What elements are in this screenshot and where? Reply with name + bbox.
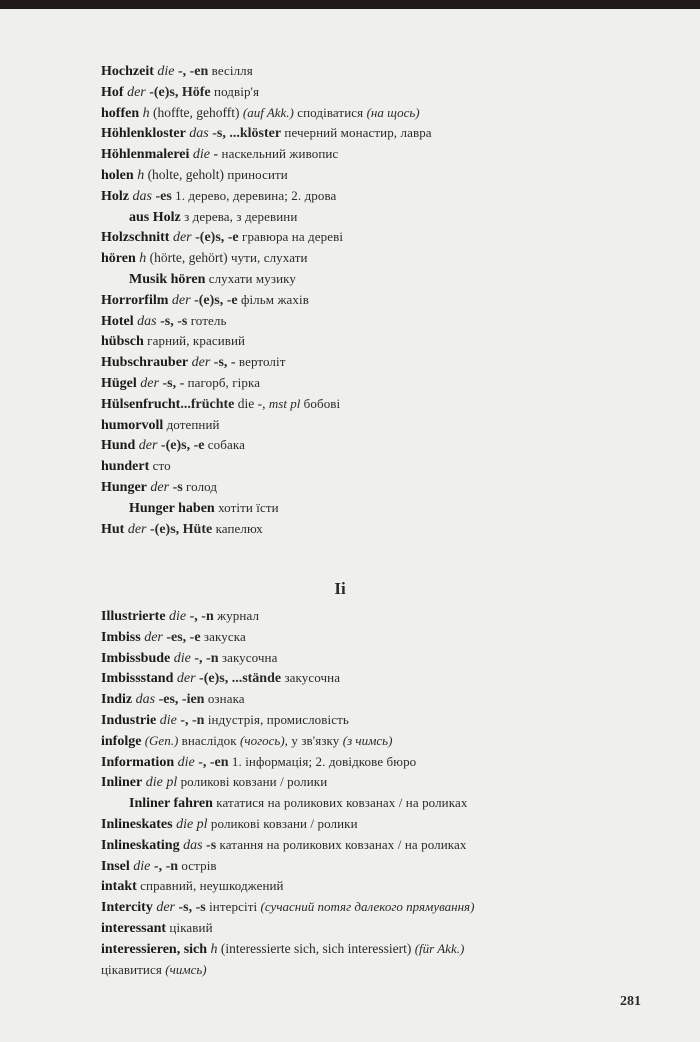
article: der — [144, 629, 163, 645]
grammar-forms: -s, -s — [156, 313, 188, 329]
headword: intakt — [101, 879, 137, 895]
translation: 1. інформація; 2. довідкове бюро — [228, 753, 417, 769]
grammar-forms: -, -n — [186, 609, 214, 624]
translation: подвір'я — [210, 83, 260, 99]
headword: aus Holz — [129, 209, 181, 225]
grammar-forms: -s, - — [210, 355, 236, 371]
dictionary-entry — [101, 352, 681, 373]
headword: Hut — [101, 521, 125, 537]
article: die pl — [145, 775, 178, 791]
dictionary-entry — [101, 519, 681, 540]
translation: з дерева, з деревини — [180, 208, 298, 224]
article: die — [169, 609, 187, 624]
grammar-forms: -(e)s, -e — [191, 230, 239, 246]
grammar-forms: -(e)s, Hüte — [146, 521, 213, 537]
headword: Holz — [101, 188, 129, 204]
dictionary-entry — [101, 710, 691, 731]
headword: Industrie — [101, 712, 157, 728]
translation-cont: , у зв'язку — [284, 732, 343, 748]
translation: капелюх — [212, 520, 263, 536]
dictionary-entry — [101, 82, 681, 103]
headword: Inlineskates — [101, 816, 173, 832]
article: h — [139, 251, 147, 267]
grammar-note: mst pl — [268, 395, 301, 411]
dictionary-entry — [101, 207, 681, 228]
article: das — [183, 837, 203, 853]
dictionary-entry — [101, 772, 691, 793]
translation: сподіватися — [293, 104, 367, 120]
headword: holen — [101, 167, 134, 183]
entries-h — [101, 61, 681, 539]
grammar-forms: -(e)s, -e — [157, 438, 205, 454]
article: das — [189, 126, 209, 142]
dictionary-entry — [101, 689, 691, 710]
usage-note: (чимсь) — [165, 961, 207, 977]
translation: закусочна — [281, 670, 341, 686]
headword: Imbiss — [101, 629, 141, 645]
translation: внаслідок — [178, 732, 241, 748]
dictionary-entry — [101, 227, 681, 248]
translation: чути, слухати — [227, 250, 308, 266]
headword: infolge — [101, 733, 142, 749]
article: das — [135, 692, 156, 708]
headword: Intercity — [101, 900, 153, 916]
headword: Höhlenkloster — [101, 126, 186, 142]
dictionary-entry — [101, 939, 691, 960]
headword: Hotel — [101, 313, 134, 329]
translation: катання на роликових ковзанах / на роликах — [216, 836, 467, 852]
translation: інтерсіті — [205, 899, 261, 915]
dictionary-entry — [101, 814, 691, 835]
article: das — [132, 188, 152, 204]
usage-note: (на щось) — [366, 104, 420, 120]
entries-i — [101, 606, 691, 980]
grammar-note: (Gen.) — [141, 732, 179, 748]
dictionary-entry — [101, 752, 691, 773]
dictionary-entry — [101, 456, 681, 477]
grammar-forms: -s, - — [158, 375, 185, 391]
headword: Insel — [101, 858, 130, 874]
headword: Hunger — [101, 479, 147, 495]
article: der — [127, 84, 146, 100]
dictionary-page — [0, 9, 700, 1042]
dictionary-entry — [101, 186, 681, 207]
dictionary-entry — [101, 61, 681, 82]
headword: interessieren, sich — [101, 941, 208, 957]
dictionary-entry — [101, 415, 681, 436]
translation: роликові ковзани / ролики — [207, 815, 358, 831]
grammar-forms: -, -n — [150, 858, 179, 874]
headword: Hügel — [101, 375, 137, 391]
dictionary-entry — [101, 793, 691, 814]
usage-note: (чогось) — [240, 732, 285, 748]
article: h — [142, 105, 150, 121]
article: der — [172, 230, 192, 246]
dictionary-entry — [101, 165, 681, 186]
usage-note: (сучасний потяг далекого прямування) — [260, 899, 475, 915]
article: h — [210, 941, 218, 957]
translation: собака — [204, 437, 245, 453]
dictionary-entry — [101, 606, 691, 627]
headword: humorvoll — [101, 417, 164, 433]
headword: Horrorfilm — [101, 292, 169, 308]
article: der — [171, 292, 191, 308]
grammar-forms: -(e)s, Höfe — [145, 84, 211, 100]
dictionary-entry — [101, 627, 691, 648]
dictionary-entry — [101, 331, 681, 352]
translation: цікавитися — [101, 961, 166, 977]
translation: сто — [149, 458, 171, 474]
article: der — [176, 671, 196, 687]
article: der — [191, 355, 211, 371]
translation: роликові ковзани / ролики — [177, 774, 328, 790]
translation: пагорб, гірка — [184, 374, 261, 390]
translation: закуска — [200, 628, 246, 644]
grammar-forms: -es — [151, 188, 172, 204]
translation: слухати музику — [205, 270, 296, 286]
translation: цікавий — [166, 919, 213, 935]
headword: Inliner fahren — [129, 796, 213, 812]
dictionary-entry — [101, 856, 691, 877]
headword: Holzschnitt — [101, 230, 170, 246]
translation: індустрія, промисловість — [204, 711, 349, 727]
translation: справний, неушкоджений — [136, 878, 284, 894]
dictionary-entry — [101, 311, 681, 332]
headword: hören — [101, 251, 136, 267]
dictionary-entry — [101, 103, 681, 124]
translation: наскельний живопис — [218, 146, 339, 162]
dictionary-entry — [101, 918, 691, 939]
dictionary-entry — [101, 731, 691, 752]
dictionary-entry — [101, 290, 681, 311]
verb-forms: (holte, geholt) — [144, 166, 225, 182]
headword: Indiz — [101, 692, 133, 708]
headword: hundert — [101, 459, 150, 475]
grammar-forms: -(e)s, ...stände — [195, 671, 282, 687]
dictionary-entry — [101, 897, 691, 918]
verb-forms: die -, — [234, 395, 269, 411]
grammar-forms: - — [210, 147, 219, 163]
article: die — [173, 650, 191, 666]
grammar-forms: -s — [169, 479, 183, 495]
grammar-forms: -s, ...klöster — [208, 126, 282, 142]
dictionary-entry — [101, 648, 691, 669]
article: die — [133, 858, 151, 874]
dictionary-entry — [101, 373, 681, 394]
dictionary-entry — [101, 269, 681, 290]
grammar-forms: -es, -e — [162, 629, 201, 645]
headword: interessant — [101, 920, 167, 936]
headword: Information — [101, 754, 175, 770]
dictionary-entry — [101, 123, 681, 144]
dictionary-entry — [101, 668, 691, 689]
headword: Hubschrauber — [101, 355, 189, 371]
article: das — [137, 313, 157, 329]
translation: вертоліт — [235, 354, 286, 370]
dictionary-entry — [101, 248, 681, 269]
translation: закусочна — [218, 649, 278, 665]
grammar-forms: ...früchte — [180, 396, 235, 412]
translation: журнал — [213, 608, 260, 623]
grammar-forms: -(e)s, -e — [190, 292, 238, 308]
dictionary-entry — [101, 960, 691, 981]
headword: Inliner — [101, 775, 143, 791]
translation: 1. дерево, деревина; 2. дрова — [171, 187, 337, 203]
dictionary-entry — [101, 435, 681, 456]
grammar-forms: -, -n — [176, 712, 205, 728]
headword: Hülsenfrucht — [101, 396, 181, 412]
article: die — [159, 712, 177, 728]
headword: hübsch — [101, 334, 144, 350]
translation: бобові — [300, 395, 341, 411]
headword: Hof — [101, 84, 124, 100]
translation: дотепний — [163, 416, 220, 432]
translation: ознака — [204, 691, 245, 707]
headword: Imbissstand — [101, 671, 174, 687]
headword: Illustrierte — [101, 609, 166, 624]
grammar-note: (für Akk.) — [414, 940, 465, 956]
headword: Hund — [101, 438, 136, 454]
translation: готель — [187, 312, 227, 328]
translation: весілля — [208, 63, 253, 78]
article: die pl — [176, 816, 208, 832]
section-letter-heading: Ii — [334, 579, 346, 598]
headword: Höhlenmalerei — [101, 147, 190, 163]
translation: гарний, красивий — [143, 333, 246, 349]
translation: печерний монастир, лавра — [281, 125, 432, 141]
translation: хотіти їсти — [214, 499, 279, 515]
dictionary-entry — [101, 144, 681, 165]
article: der — [127, 521, 147, 537]
verb-forms: (interessierte sich, sich interessiert) — [217, 940, 415, 956]
grammar-forms: -, -en — [194, 754, 229, 770]
article: die — [192, 147, 211, 163]
dictionary-entry — [101, 394, 681, 415]
article: der — [150, 479, 170, 495]
translation: кататися на роликових ковзанах / на роликах — [212, 795, 468, 811]
verb-forms: (hoffte, gehofft) — [149, 104, 243, 120]
article: der — [156, 900, 176, 916]
dictionary-entry — [101, 835, 691, 856]
translation: приносити — [224, 166, 288, 182]
headword: Musik hören — [129, 271, 206, 287]
grammar-forms: -s, -s — [175, 900, 206, 916]
grammar-note: (auf Akk.) — [242, 104, 294, 120]
dictionary-entry — [101, 477, 681, 498]
translation: гравюра на дереві — [238, 229, 344, 245]
grammar-forms: -, -n — [190, 650, 219, 666]
usage-note-2: (з чимсь) — [342, 732, 393, 748]
page-number: 281 — [620, 994, 641, 1009]
headword: Imbissbude — [101, 650, 171, 666]
headword: Hochzeit — [101, 64, 154, 79]
grammar-forms: -, -en — [174, 64, 209, 79]
article: h — [137, 167, 145, 183]
article: der — [140, 375, 159, 391]
grammar-forms: -es, -ien — [155, 692, 205, 708]
headword: Inlineskating — [101, 837, 180, 853]
article: die — [157, 64, 175, 79]
dictionary-entry — [101, 876, 691, 897]
translation: острів — [178, 857, 217, 873]
translation: фільм жахів — [237, 291, 309, 307]
article: die — [177, 754, 195, 770]
headword: Hunger haben — [129, 500, 215, 516]
grammar-forms: -s — [202, 837, 217, 853]
article: der — [138, 438, 158, 454]
translation: голод — [182, 478, 218, 494]
verb-forms: (hörte, gehört) — [146, 250, 228, 266]
headword: hoffen — [101, 105, 140, 121]
dictionary-entry — [101, 498, 681, 519]
